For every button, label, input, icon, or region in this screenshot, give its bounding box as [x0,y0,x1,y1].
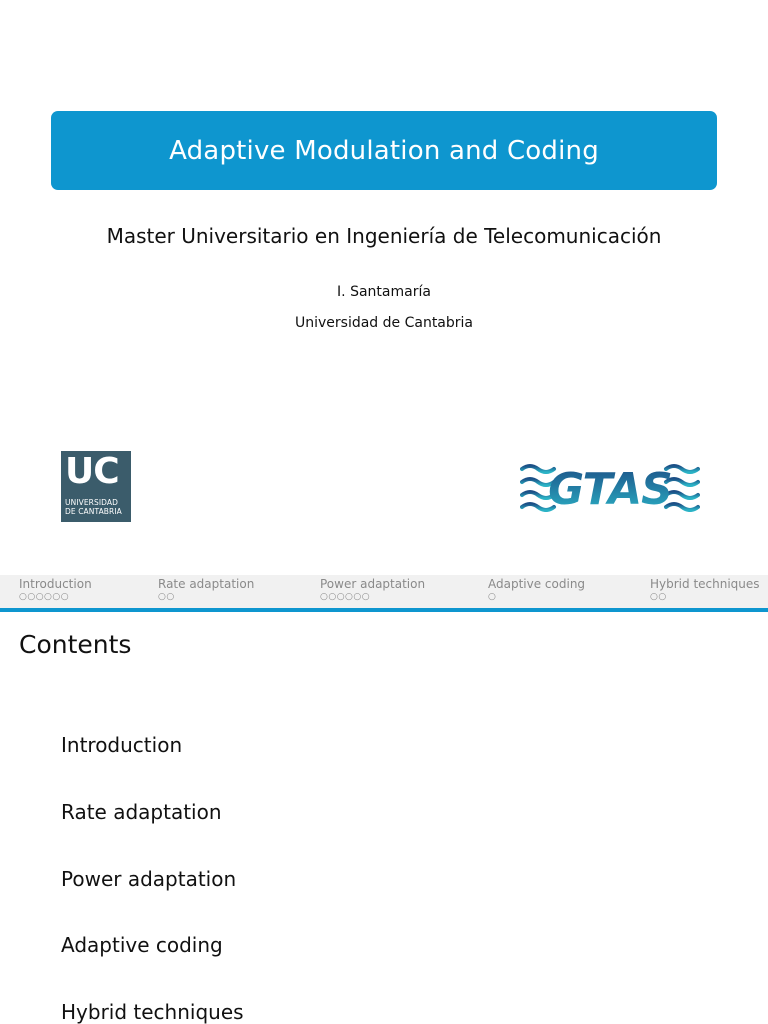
nav-section-label: Introduction [19,577,92,591]
gtas-logo [520,460,700,512]
gtas-logo-text: GTAS [548,464,672,512]
uc-logo-mark: UC [65,451,119,492]
title-banner [51,111,717,190]
nav-section-label: Rate adaptation [158,577,255,591]
nav-section-dots: ○ [488,592,497,602]
nav-section-hybrid-techniques[interactable] [650,577,760,603]
nav-section-dots: ○○ [650,592,667,602]
toc-item-hybrid-techniques[interactable]: Hybrid techniques [61,1000,244,1024]
nav-section-label: Adaptive coding [488,577,586,591]
presentation-title: Adaptive Modulation and Coding [169,135,599,166]
author-name: I. Santamaría [337,284,431,300]
nav-section-label: Hybrid techniques [650,577,760,591]
toc-item-power-adaptation[interactable]: Power adaptation [61,867,237,891]
toc-item-introduction[interactable]: Introduction [61,733,183,757]
toc-item-rate-adaptation[interactable]: Rate adaptation [61,800,222,824]
nav-section-power-adaptation[interactable] [320,577,425,603]
nav-section-introduction[interactable] [19,577,92,603]
nav-section-rate-adaptation[interactable] [158,577,254,603]
uc-logo-line2: DE CANTABRIA [65,507,122,516]
section-navigation-bar [0,575,768,612]
contents-heading: Contents [19,630,132,659]
nav-section-label: Power adaptation [320,577,426,591]
toc-item-adaptive-coding[interactable]: Adaptive coding [61,933,223,957]
nav-section-adaptive-coding[interactable] [488,577,585,603]
nav-section-dots: ○○○○○○ [19,592,70,602]
nav-section-dots: ○○○○○○ [320,592,371,602]
presentation-subtitle: Master Universitario en Ingeniería de Telecomunicación [106,224,662,248]
uc-logo [61,451,131,522]
uc-logo-line1: UNIVERSIDAD [65,498,119,507]
institute-name: Universidad de Cantabria [294,315,473,331]
nav-section-dots: ○○ [158,592,175,602]
